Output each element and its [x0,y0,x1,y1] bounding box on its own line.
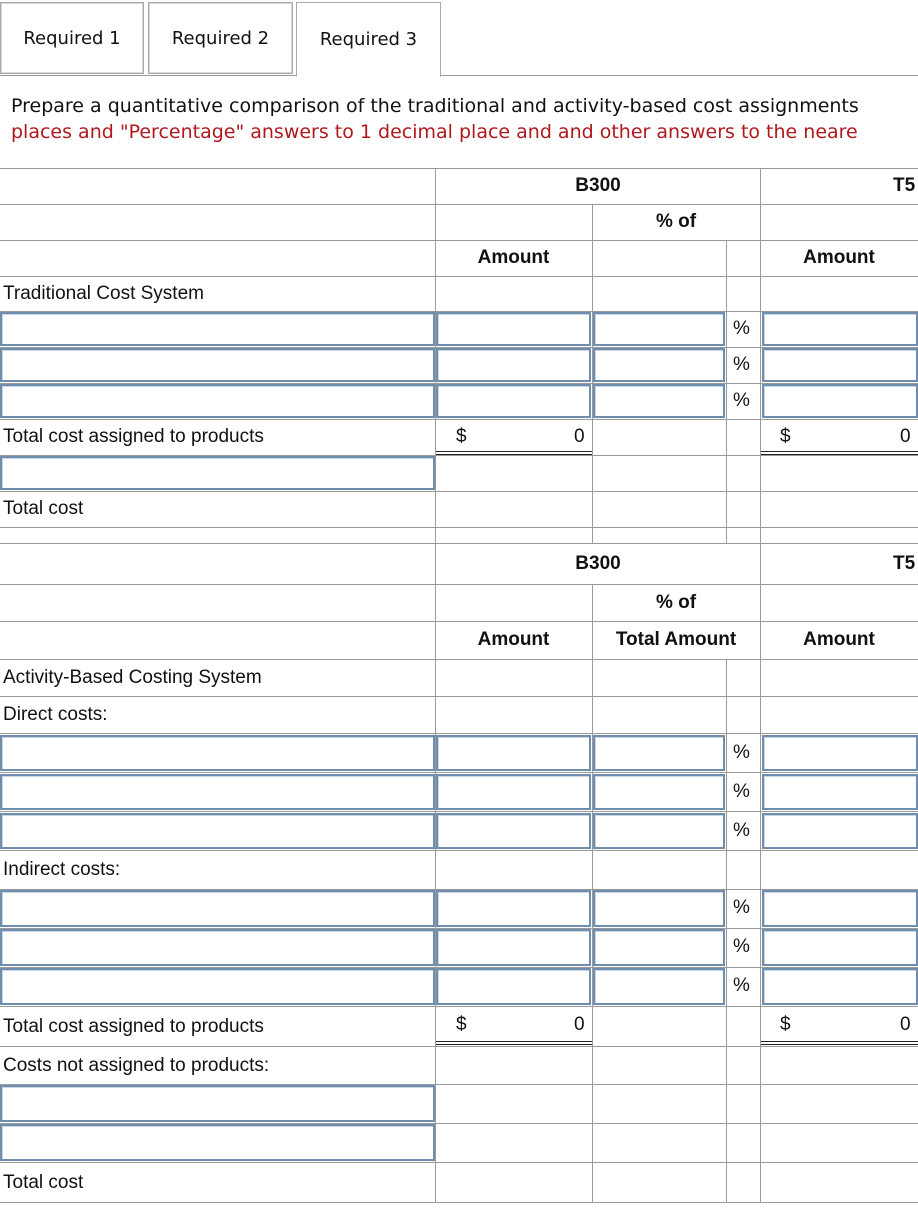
abc-direct-label-input-3[interactable] [0,813,435,849]
abc-direct-b300-pct-input-2[interactable] [593,774,725,810]
double-underline [436,451,592,455]
abc-amount-header-t5: Amount [803,629,875,650]
abc-direct-b300-amount-input-2[interactable] [436,774,591,810]
instruction-line-1: Prepare a quantitative comparison of the traditional and activity-based cost assignments [11,95,859,117]
trad-t5-total-value: 0 [900,426,911,447]
amount-header-t5: Amount [803,247,875,268]
abc-unassigned-cost-input-2[interactable] [0,1124,435,1161]
trad-unassigned-cost-input[interactable] [0,456,435,490]
abc-indirect-t5-amount-input-3[interactable] [762,968,918,1005]
traditional-section-label: Traditional Cost System [3,283,204,304]
abc-indirect-label-input-2[interactable] [0,929,435,966]
abc-not-assigned-label: Costs not assigned to products: [3,1055,270,1076]
abc-indirect-b300-pct-input-3[interactable] [593,968,725,1005]
abc-indirect-b300-pct-input-1[interactable] [593,890,725,927]
abc-b300-header: B300 [575,553,621,574]
abc-total-amount-header: Total Amount [615,629,737,650]
pct-sign: % [733,936,750,957]
tab-required-3[interactable]: Required 3 [296,2,441,77]
abc-indirect-t5-amount-input-2[interactable] [762,929,918,966]
abc-indirect-costs-label: Indirect costs: [3,859,121,880]
tab-required-1[interactable]: Required 1 [0,2,144,74]
abc-section-label: Activity-Based Costing System [3,667,262,688]
currency-sign: $ [780,426,791,447]
trad-b300-amount-input-1[interactable] [436,312,591,346]
pct-sign: % [733,742,750,763]
abc-direct-costs-label: Direct costs: [3,704,108,725]
abc-direct-b300-pct-input-1[interactable] [593,735,725,771]
abc-t5-header: T5 [893,553,916,574]
trad-b300-amount-input-2[interactable] [436,348,591,382]
instruction-line-2: places and "Percentage" answers to 1 decimal place and and other answers to the neare [11,121,858,143]
pct-sign: % [733,318,750,339]
abc-direct-t5-amount-input-1[interactable] [762,735,918,771]
abc-indirect-t5-amount-input-1[interactable] [762,890,918,927]
amount-header-b300: Amount [477,247,550,268]
trad-b300-total-value: 0 [574,426,585,447]
tab-required-2[interactable]: Required 2 [148,2,293,74]
trad-total-assigned-label: Total cost assigned to products [3,426,264,447]
pct-of-header: % of [655,211,697,232]
currency-sign: $ [456,426,467,447]
abc-direct-label-input-1[interactable] [0,735,435,771]
pct-sign: % [733,897,750,918]
trad-cost-label-input-2[interactable] [0,348,435,382]
abc-indirect-label-input-1[interactable] [0,890,435,927]
trad-b300-pct-input-1[interactable] [593,312,725,346]
currency-sign: $ [780,1014,791,1035]
abc-pct-of-header: % of [655,592,697,613]
abc-t5-total-value: 0 [900,1014,911,1035]
abc-indirect-b300-pct-input-2[interactable] [593,929,725,966]
pct-sign: % [733,820,750,841]
b300-header: B300 [575,175,621,196]
currency-sign: $ [456,1014,467,1035]
trad-b300-pct-input-3[interactable] [593,384,725,418]
abc-indirect-b300-amount-input-2[interactable] [436,929,591,966]
double-underline [761,451,918,455]
abc-indirect-b300-amount-input-1[interactable] [436,890,591,927]
abc-indirect-label-input-3[interactable] [0,968,435,1005]
abc-total-assigned-label: Total cost assigned to products [3,1016,264,1037]
abc-direct-b300-amount-input-1[interactable] [436,735,591,771]
pct-sign: % [733,975,750,996]
pct-sign: % [733,781,750,802]
trad-b300-amount-input-3[interactable] [436,384,591,418]
abc-total-cost-label: Total cost [3,1172,84,1193]
abc-direct-b300-pct-input-3[interactable] [593,813,725,849]
trad-t5-amount-input-1[interactable] [762,312,918,346]
abc-direct-b300-amount-input-3[interactable] [436,813,591,849]
pct-sign: % [733,354,750,375]
t5-header: T5 [893,175,916,196]
trad-b300-pct-input-2[interactable] [593,348,725,382]
abc-direct-t5-amount-input-2[interactable] [762,774,918,810]
trad-cost-label-input-1[interactable] [0,312,435,346]
pct-sign: % [733,390,750,411]
abc-b300-total-value: 0 [574,1014,585,1035]
trad-cost-label-input-3[interactable] [0,384,435,418]
abc-direct-label-input-2[interactable] [0,774,435,810]
abc-unassigned-cost-input-1[interactable] [0,1085,435,1122]
double-underline [761,1041,918,1045]
trad-t5-amount-input-3[interactable] [762,384,918,418]
abc-direct-t5-amount-input-3[interactable] [762,813,918,849]
trad-t5-amount-input-2[interactable] [762,348,918,382]
trad-total-cost-label: Total cost [3,498,84,519]
abc-amount-header-b300: Amount [477,629,550,650]
double-underline [436,1041,592,1045]
abc-indirect-b300-amount-input-3[interactable] [436,968,591,1005]
